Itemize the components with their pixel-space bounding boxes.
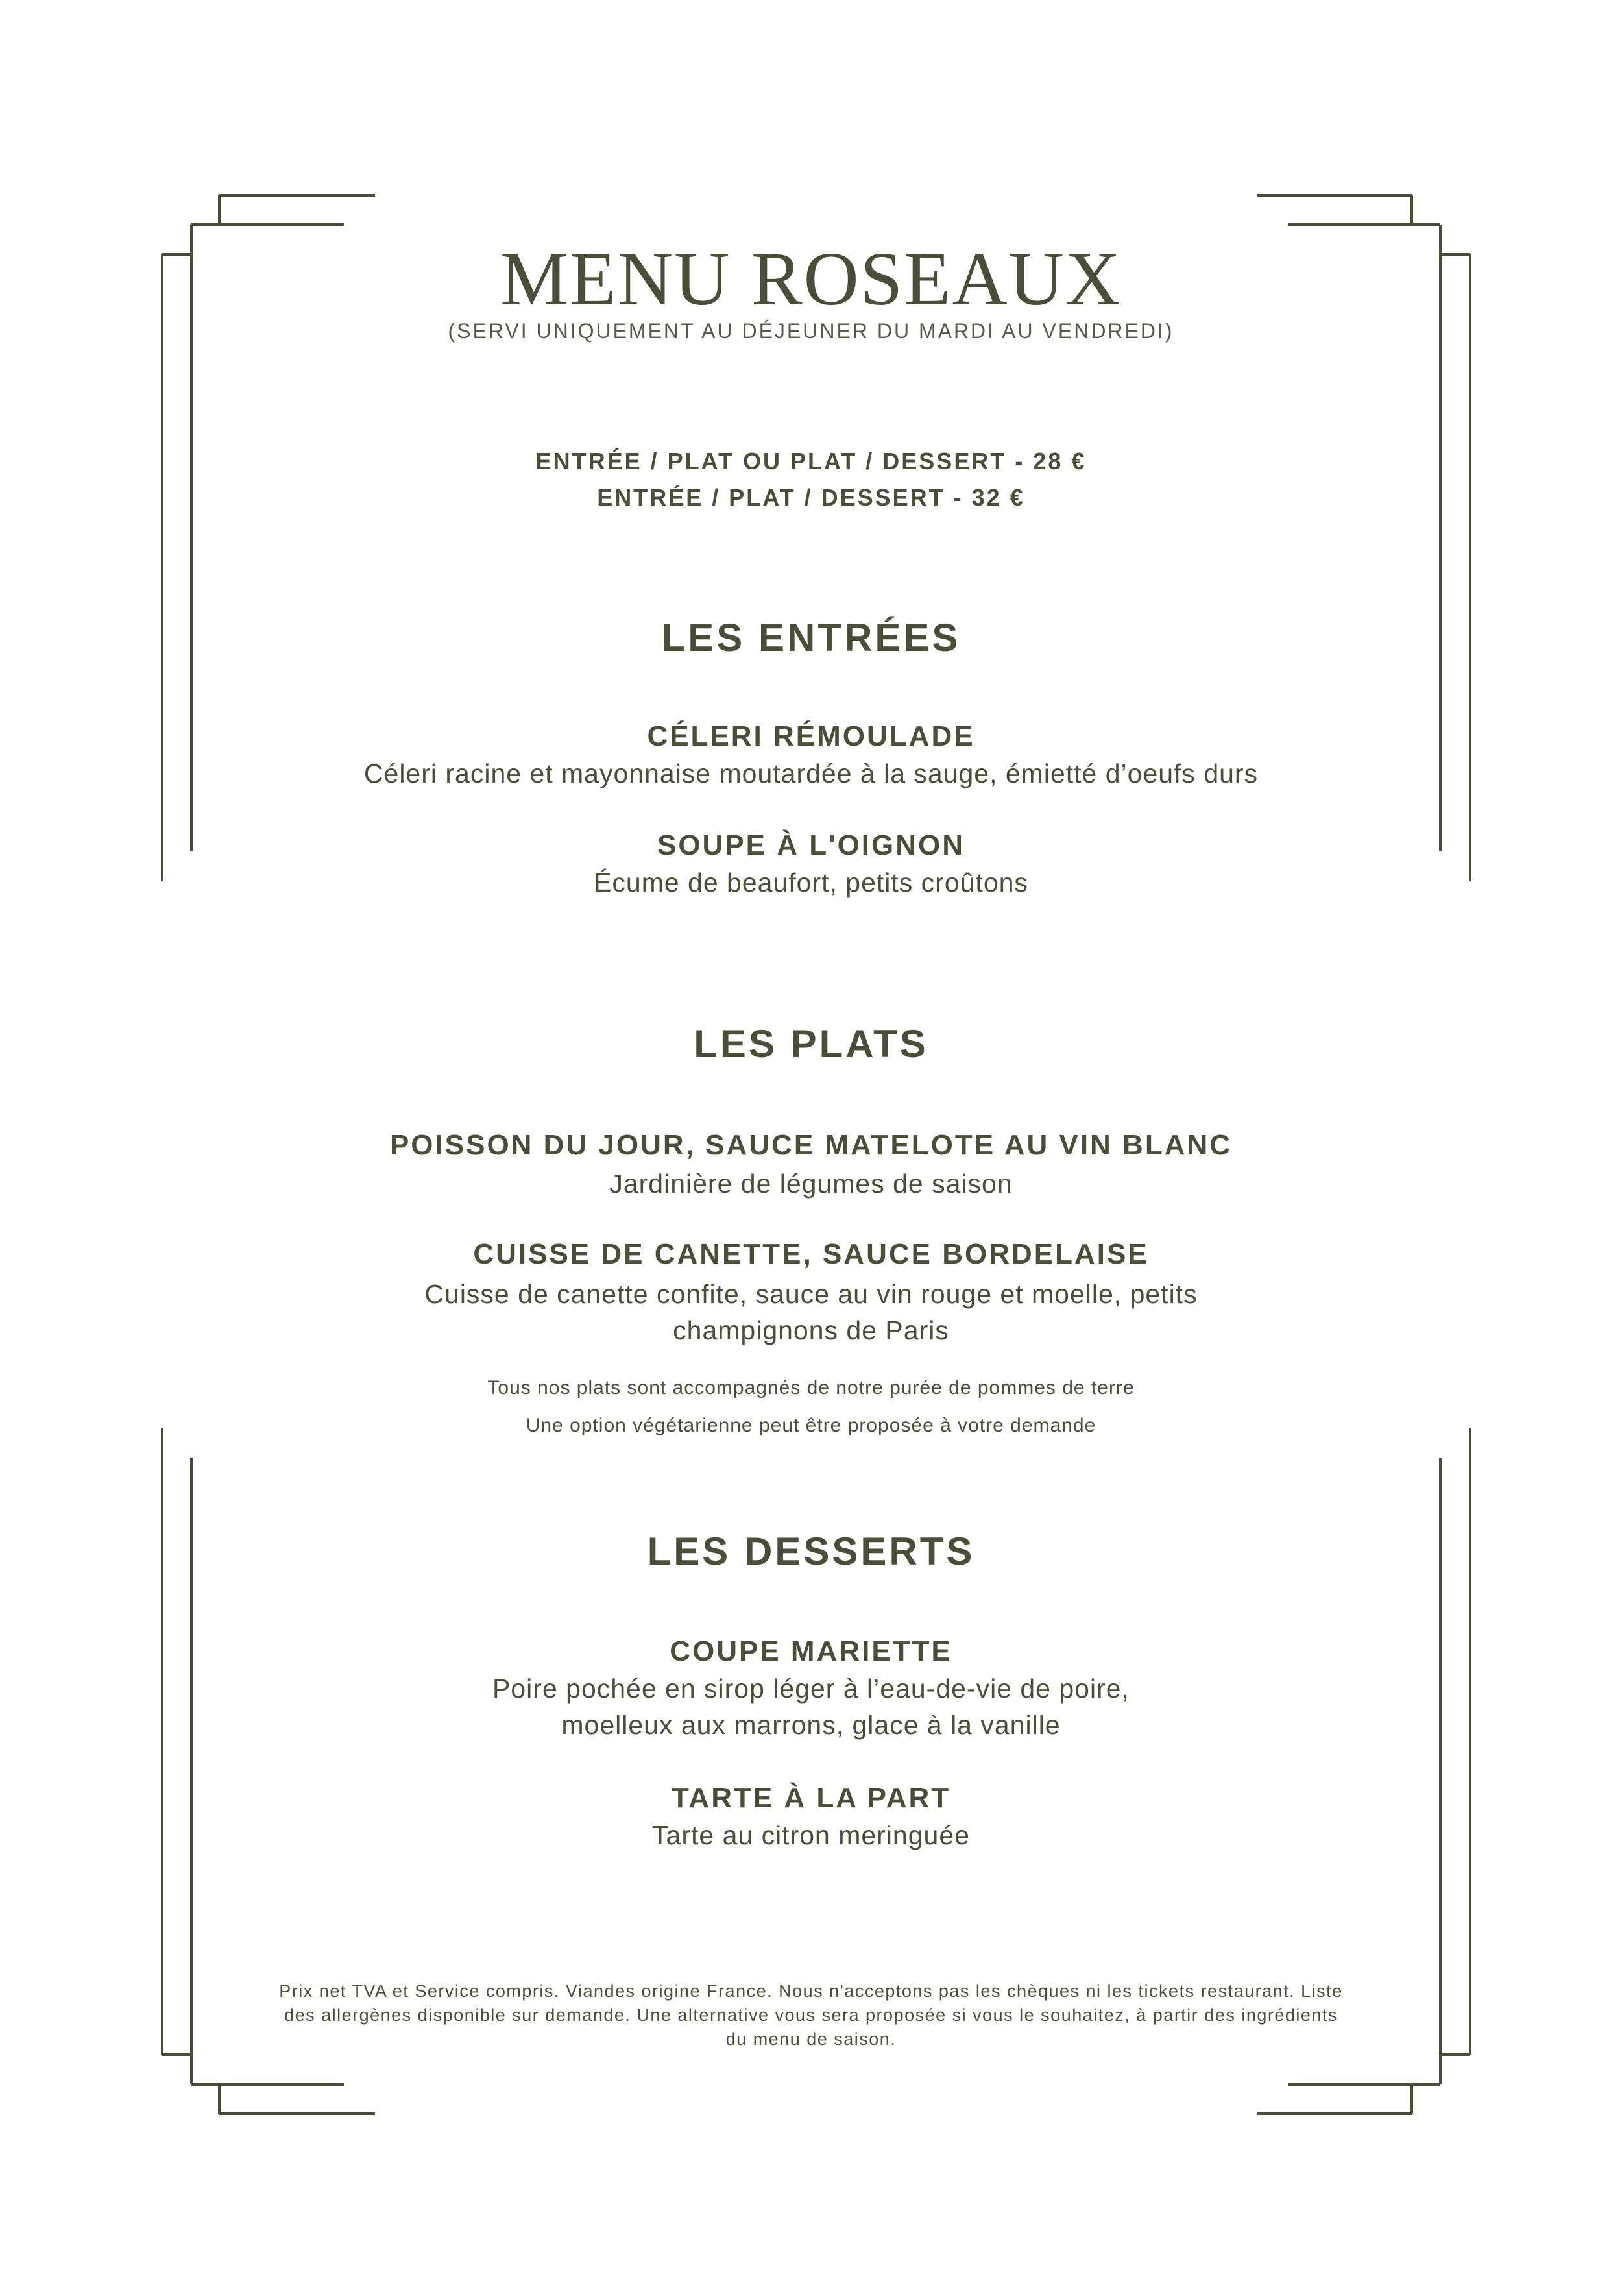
plats-note: Une option végétarienne peut être proposée à votre demande (526, 1415, 1096, 1436)
footer-legal-text: Prix net TVA et Service compris. Viandes origine France. Nous n'acceptons pas les chèques ni les tickets restaurant. Liste des allergènes disponible sur demande. Une alternative vous sera proposée si vous le souhaitez, à partir des ingrédients du menu de saison. (279, 1981, 1343, 2049)
menu-title: MENU ROSEAUX (500, 236, 1122, 321)
section-title-plats: LES PLATS (694, 1022, 928, 1066)
dish-name: COUPE MARIETTE (670, 1635, 952, 1667)
dish-name: CUISSE DE CANETTE, SAUCE BORDELAISE (473, 1238, 1149, 1270)
dish-name: SOUPE À L'OIGNON (657, 829, 965, 861)
section-title-desserts: LES DESSERTS (647, 1530, 975, 1573)
dish-description: Poire pochée en sirop léger à l’eau-de-vie de poire, (492, 1674, 1130, 1704)
dish-name: POISSON DU JOUR, SAUCE MATELOTE AU VIN BLANC (389, 1129, 1233, 1161)
menu-subtitle: (SERVI UNIQUEMENT AU DÉJEUNER DU MARDI AU VENDREDI) (448, 319, 1174, 343)
dish-description: Jardinière de légumes de saison (609, 1169, 1013, 1199)
dish-description: moelleux aux marrons, glace à la vanille (561, 1710, 1061, 1740)
dish-name: CÉLERI RÉMOULADE (647, 720, 975, 752)
price-formula-1: ENTRÉE / PLAT OU PLAT / DESSERT - 28 € (535, 448, 1087, 474)
section-title-entrees: LES ENTRÉES (661, 616, 961, 659)
dish-name: TARTE À LA PART (671, 1782, 951, 1814)
dish-description: Écume de beaufort, petits croûtons (594, 868, 1028, 898)
dish-description: Tarte au citron meringuée (652, 1820, 970, 1850)
dish-description: champignons de Paris (673, 1315, 949, 1345)
dish-description: Cuisse de canette confite, sauce au vin rouge et moelle, petits (424, 1279, 1198, 1309)
price-formula-2: ENTRÉE / PLAT / DESSERT - 32 € (597, 484, 1025, 511)
dish-description: Céleri racine et mayonnaise moutardée à la sauge, émietté d’oeufs durs (363, 759, 1259, 788)
plats-note: Tous nos plats sont accompagnés de notre purée de pommes de terre (487, 1377, 1135, 1398)
